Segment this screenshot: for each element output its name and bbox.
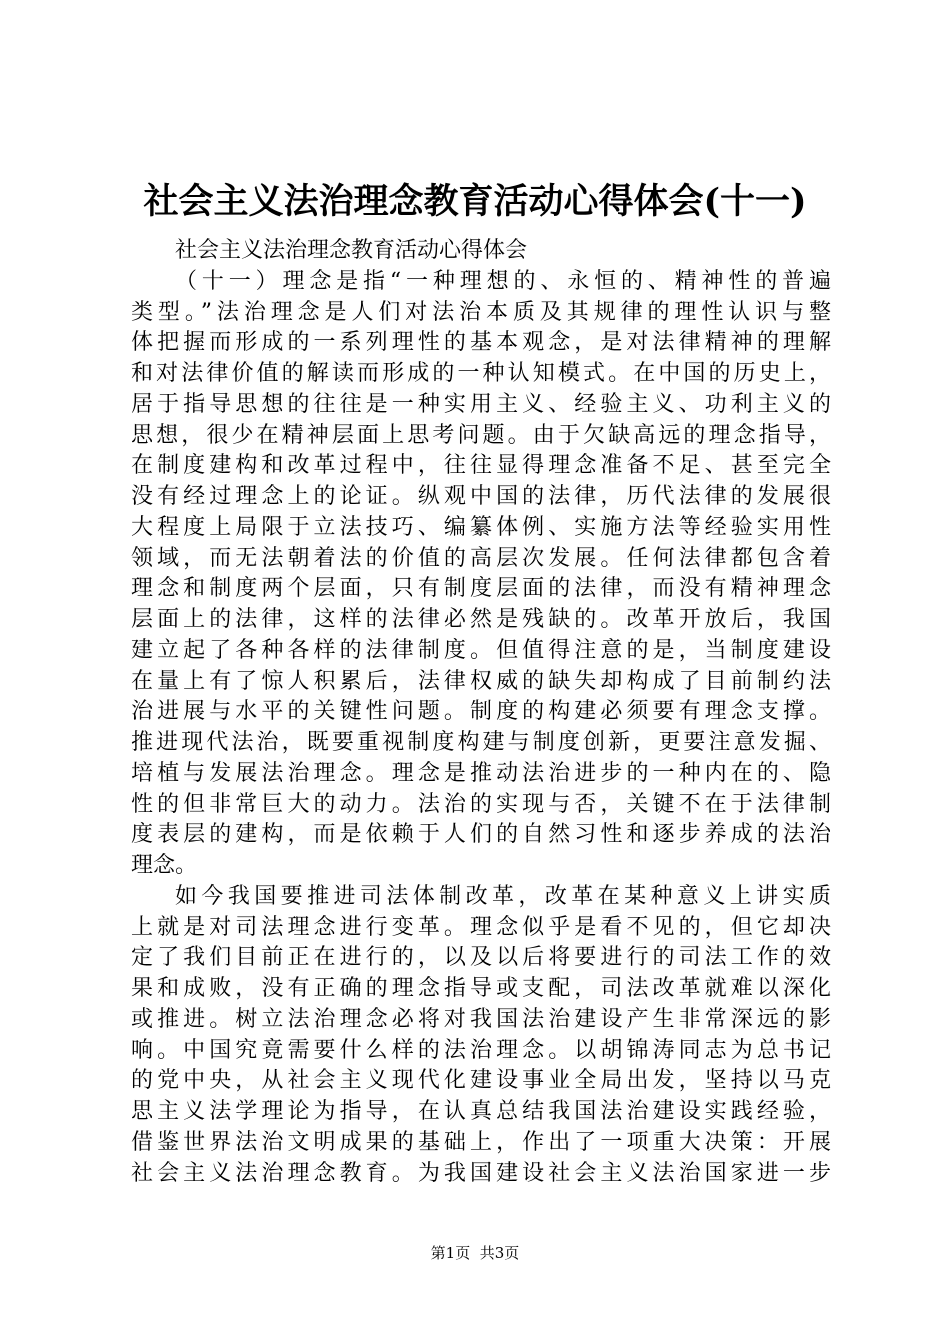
- page-footer: [0, 1243, 950, 1263]
- paragraph-line: 体把握而形成的一系列理性的基本观念，是对法律精神的理解: [131, 330, 831, 356]
- page-total: 共3页: [479, 1244, 520, 1262]
- paragraph-line: 思主义法学理论为指导，在认真总结我国法治建设实践经验，: [131, 1099, 831, 1124]
- paragraph-line: 在量上有了惊人积累后，法律权威的缺失却构成了目前制约法: [131, 668, 831, 694]
- paragraph-line: （十一）理念是指“一种理想的、永恒的、精神性的普遍: [175, 268, 831, 294]
- paragraph-line: 层面上的法律，这样的法律必然是残缺的。改革开放后，我国: [131, 607, 831, 632]
- page-number: 第1页: [430, 1244, 471, 1262]
- paragraph-line: 大程度上局限于立法技巧、编纂体例、实施方法等经验实用性: [131, 514, 831, 540]
- paragraph-2: [131, 882, 831, 1190]
- paragraph-line: 的党中央，从社会主义现代化建设事业全局出发，坚持以马克: [131, 1068, 831, 1094]
- paragraph-line: 和对法律价值的解读而形成的一种认知模式。在中国的历史上，: [131, 361, 831, 386]
- paragraph-line: 上就是对司法理念进行变革。理念似乎是看不见的，但它却决: [131, 914, 831, 940]
- paragraph-line: 定了我们目前正在进行的，以及以后将要进行的司法工作的效: [131, 945, 831, 971]
- paragraph-line: 或推进。树立法治理念必将对我国法治建设产生非常深远的影: [131, 1006, 831, 1032]
- paragraph-line: 领域，而无法朝着法的价值的高层次发展。任何法律都包含着: [131, 545, 831, 571]
- document-body: [131, 236, 831, 1189]
- paragraph-line: 类型。”法治理念是人们对法治本质及其规律的理性认识与整: [131, 299, 831, 325]
- document-subtitle: 社会主义法治理念教育活动心得体会: [175, 238, 528, 263]
- paragraph-line: 理念。: [131, 853, 198, 878]
- paragraph-line: 在制度建构和改革过程中，往往显得理念准备不足、甚至完全: [131, 453, 831, 479]
- paragraph-line: 没有经过理念上的论证。纵观中国的法律，历代法律的发展很: [131, 484, 831, 509]
- paragraph-line: 治进展与水平的关键性问题。制度的构建必须要有理念支撑。: [131, 699, 831, 725]
- paragraph-line: 借鉴世界法治文明成果的基础上，作出了一项重大决策：开展: [131, 1129, 831, 1155]
- paragraph-line: 推进现代法治，既要重视制度构建与制度创新，更要注意发掘、: [131, 730, 831, 755]
- paragraph-line: 如今我国要推进司法体制改革，改革在某种意义上讲实质: [175, 883, 831, 909]
- paragraph-line: 培植与发展法治理念。理念是推动法治进步的一种内在的、隐: [131, 760, 831, 786]
- paragraph-line: 社会主义法治理念教育。为我国建设社会主义法治国家进一步: [131, 1160, 831, 1186]
- document-title: 社会主义法治理念教育活动心得体会(十一): [143, 181, 807, 222]
- paragraph-line: 建立起了各种各样的法律制度。但值得注意的是，当制度建设: [131, 637, 831, 663]
- paragraph-line: 度表层的建构，而是依赖于人们的自然习性和逐步养成的法治: [131, 822, 831, 848]
- paragraph-line: 理念和制度两个层面，只有制度层面的法律，而没有精神理念: [131, 576, 831, 602]
- paragraph-line: 响。中国究竟需要什么样的法治理念。以胡锦涛同志为总书记: [131, 1037, 831, 1063]
- paragraph-line: 果和成败，没有正确的理念指导或支配，司法改革就难以深化: [131, 976, 831, 1001]
- paragraph-line: 思想，很少在精神层面上思考问题。由于欠缺高远的理念指导，: [131, 422, 831, 448]
- paragraph-1: [131, 267, 831, 882]
- paragraph-line: 性的但非常巨大的动力。法治的实现与否，关键不在于法律制: [131, 791, 831, 817]
- paragraph-line: 居于指导思想的往往是一种实用主义、经验主义、功利主义的: [131, 391, 831, 417]
